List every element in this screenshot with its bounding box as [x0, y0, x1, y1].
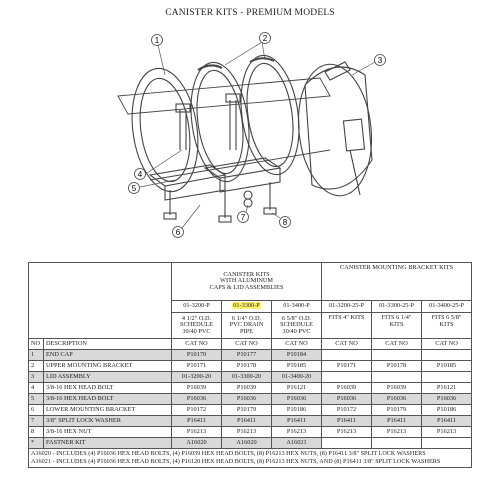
model-desc: 4 1/2" O.D. SCHEDULE 30/40 PVC — [172, 313, 222, 339]
header-cat-no: CAT NO — [322, 339, 372, 350]
header-cat-no: CAT NO — [372, 339, 422, 350]
table-row: * FASTNER KIT A16020 A16020 A16021 — [29, 438, 472, 449]
fastener-notes — [29, 449, 472, 468]
callout-6: 6 — [175, 228, 181, 237]
callout-7: 7 — [240, 213, 246, 222]
note-a16020: A16020 - INCLUDES (4) P16036 HEX HEAD BOLTS, (4) P16039 HEX HEAD BOLTS, (8) P16213 HEX NUTS, (8) P16411 3/8" SPLIT LOCK WASHERS — [31, 450, 426, 457]
callout-5: 5 — [131, 184, 137, 193]
table-row: 7 3/8" SPLIT LOCK WASHER P16411 P16411 P16411 P16411 P16411 P16411 — [29, 416, 472, 427]
header-cat-no: CAT NO — [272, 339, 322, 350]
model-desc: FITS 6 1/4" KITS — [372, 313, 422, 339]
callout-3: 3 — [377, 56, 383, 65]
callout-4: 4 — [137, 170, 143, 179]
header-no: NO — [29, 339, 44, 350]
table-row: 8 3/8-16 HEX NUT P16213 P16213 P16213 P16213 P16213 P16213 — [29, 427, 472, 438]
table-row: 5 3/8-16 HEX HEAD BOLT P16036 P16036 P16036 P16036 P16036 P16036 — [29, 394, 472, 405]
callout-8: 8 — [282, 218, 288, 227]
upper-bracket-ring-right — [234, 52, 306, 179]
table-row: 4 3/8-16 HEX HEAD BOLT P16039 P16039 P16121 P16039 P16039 P16121 — [29, 383, 472, 394]
lid-assembly — [292, 61, 377, 200]
model-01-3300-25-P: 01-3300-25-P — [372, 301, 422, 313]
parts-table — [28, 262, 472, 468]
table-row: 2 UPPER MOUNTING BRACKET P10171 P10178 P10185 P10171 P10178 P10185 — [29, 361, 472, 372]
table-row: 6 LOWER MOUNTING BRACKET P10172 P10179 P10186 P10172 P10179 P10186 — [29, 405, 472, 416]
model-desc: FITS 4" KITS — [322, 313, 372, 339]
note-a16021: A16021 - INCLUDES (4) P16036 HEX HEAD BOLTS, (4) P16120 HEX HEAD BOLTS, (8) P16213 HEX NUTS, AND (8) P16411 3/8" SPLIT LOCK WASHERS — [31, 457, 441, 465]
model-01-3300-P: 01-3300-P — [222, 301, 272, 313]
model-01-3200-25-P: 01-3200-25-P — [322, 301, 372, 313]
callout-1: 1 — [154, 36, 160, 45]
model-01-3400-P: 01-3400-P — [272, 301, 322, 313]
header-cat-no: CAT NO — [222, 339, 272, 350]
model-desc: FITS 6 5/8" KITS — [422, 313, 472, 339]
header-description: DESCRIPTION — [44, 339, 172, 350]
model-01-3200-P: 01-3200-P — [172, 301, 222, 313]
header-cat-no: CAT NO — [172, 339, 222, 350]
header-cat-no: CAT NO — [422, 339, 472, 350]
model-desc: 6 5/8" O.D. SCHEDULE 30/40 PVC — [272, 313, 322, 339]
page-title: CANISTER KITS - PREMIUM MODELS — [165, 8, 335, 18]
model-desc: 6 1/4" O.D. PVC DRAIN PIPE — [222, 313, 272, 339]
group-header-bracket: CANISTER MOUNTING BRACKET KITS — [322, 263, 472, 301]
callout-2: 2 — [262, 34, 268, 43]
table-row: 1 END CAP P10170 P10177 P10184 — [29, 350, 472, 361]
blank-corner — [29, 263, 172, 339]
model-01-3400-25-P: 01-3400-25-P — [422, 301, 472, 313]
table-row: 3 LID ASSEMBLY 01-3200-20 01-3300-20 01-3400-20 — [29, 372, 472, 383]
group-header-kits: CANISTER KITS WITH ALUMINUM CAPS & LID ASSEMBLIES — [172, 263, 322, 301]
